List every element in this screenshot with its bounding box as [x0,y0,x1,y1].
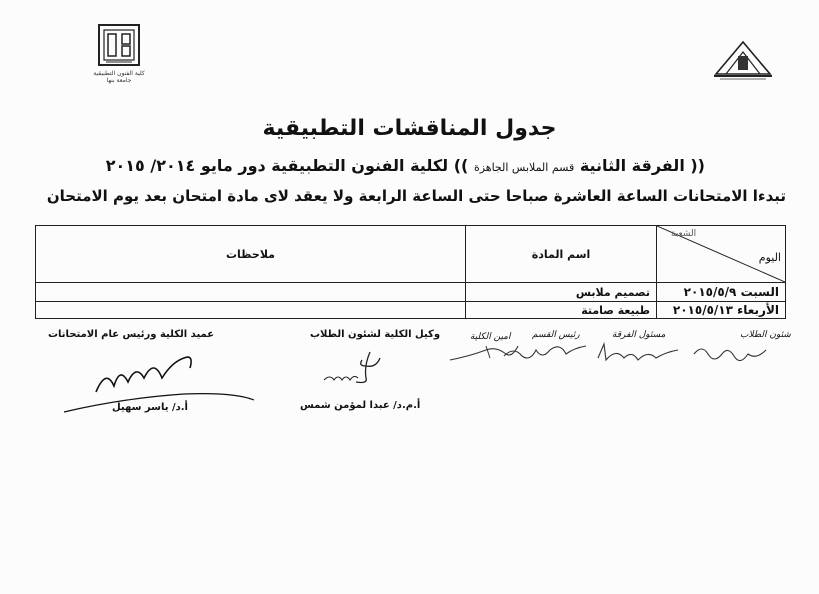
college-secretary-signature [446,340,522,364]
subtitle-part1: (( الفرقة الثانية [579,156,705,175]
header-branch: الشعبة [671,229,697,239]
sig-vice-dean-title: وكيل الكلية لشئون الطلاب [310,329,441,340]
row-subject: طبيعة صامتة [466,302,657,319]
logo-caption-2: جامعة بنها [106,77,132,84]
dean-signature [62,352,262,416]
division-officer-signature [592,340,687,364]
university-emblem [712,38,774,82]
row-notes [36,283,466,302]
table-row [36,302,786,319]
student-affairs-signature [690,340,770,362]
row-day: السبت ٢٠١٥/٥/٩ [657,283,786,302]
subtitle-part3: )) لكلية الفنون التطبيقية دور مايو ٢٠١٤/ ٢٠١٥ [105,156,469,175]
table-header-row [36,226,786,283]
table-row [36,283,786,302]
logo-caption-1: كلية الفنون التطبيقية [93,70,145,77]
sig-student-affairs-title: شئون الطلاب [740,330,791,340]
page-title: جدول المناقشات التطبيقية [262,116,557,141]
exam-notice: تبدءا الامتحانات الساعة العاشرة صباحا حتى الساعة الرابعة ولا يعقد لاى مادة امتحان بعد يوم الامتحان [46,187,786,205]
sig-vice-dean-name: أ.م.د/ عبدا لمؤمن شمس [300,400,421,411]
subtitle-department: قسم الملابس الجاهزة [473,161,575,174]
sig-dean-name: أ.د/ ياسر سهيل [112,402,188,413]
sig-division-officer-title: مسئول الفرقة [612,330,666,340]
vice-dean-signature [318,348,408,388]
header-day-branch-cell [657,226,786,283]
subtitle [100,156,705,175]
header-day: اليوم [758,251,781,264]
row-day: الأربعاء ٢٠١٥/٥/١٣ [657,302,786,319]
row-notes [36,302,466,319]
sig-dept-head-title: رئيس القسم [532,330,580,340]
schedule-table [35,225,786,319]
row-subject: تصميم ملابس [466,283,657,302]
college-logo [93,22,145,90]
header-notes: ملاحظات [36,226,466,283]
sig-dean-title: عميد الكلية ورئيس عام الامتحانات [48,329,215,340]
header-subject: اسم المادة [466,226,657,283]
sig-college-secretary-title: امين الكلية [470,332,511,342]
